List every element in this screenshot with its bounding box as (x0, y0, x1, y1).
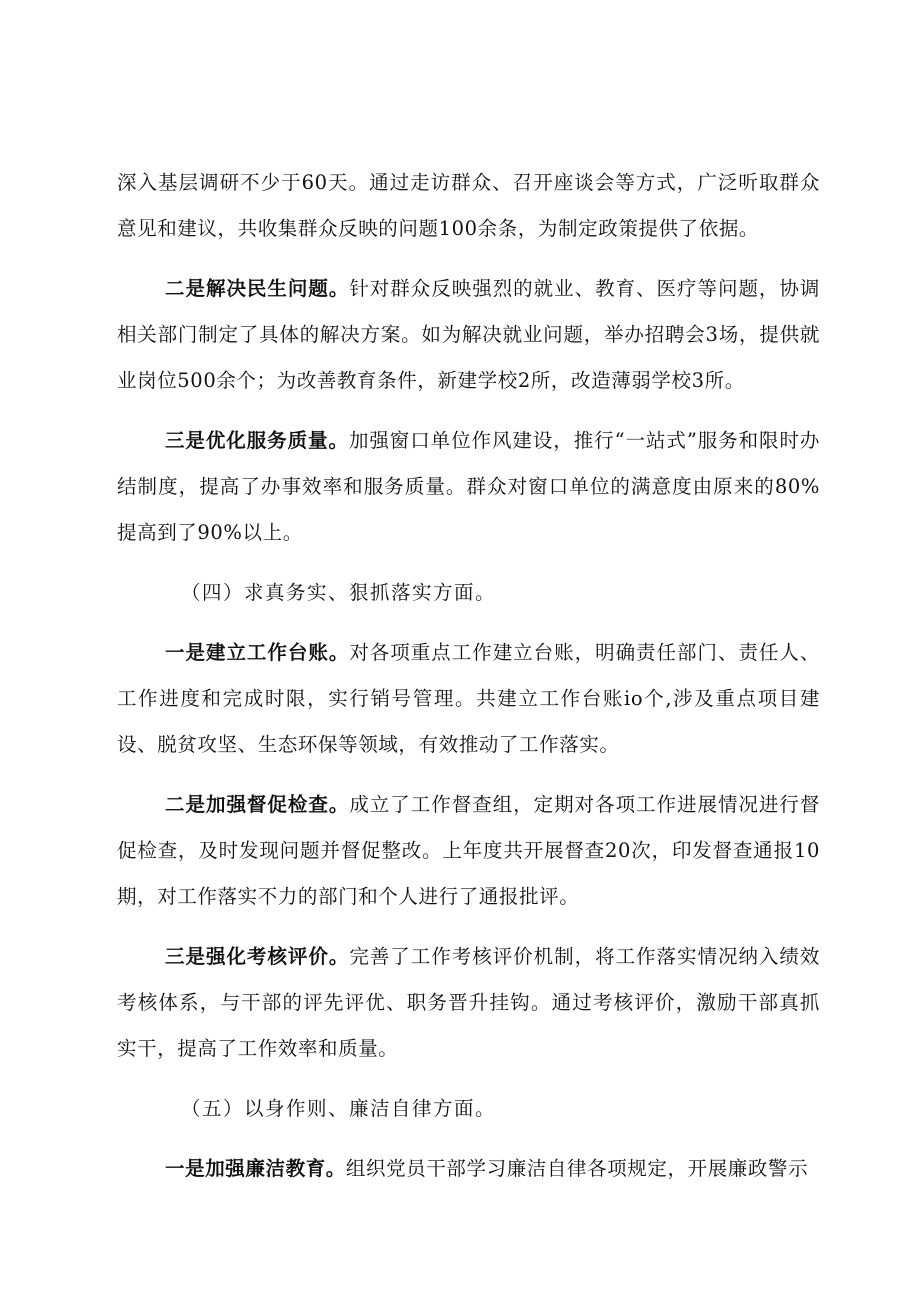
paragraph-lead: 三是强化考核评价。 (165, 945, 350, 968)
paragraph-text: 组织党员干部学习廉洁自律各项规定，开展廉政警示 (345, 1157, 809, 1180)
paragraph-text: 对各项重点工作建立台账，明确责任部门、责任人、工作进度和完成时限，实行销号管理。共建立工作台账io个,涉及重点项目建设、脱贫攻坚、生态环保等领域，有效推动了工作落实。 (117, 641, 820, 756)
paragraph-text: 成立了工作督查组，定期对各项工作进展情况进行督促检查，及时发现问题并督促整改。上年度共开展督查20次，印发督查通报10期，对工作落实不力的部门和个人进行了通报批评。 (117, 793, 820, 908)
paragraph-integrity-education (117, 1146, 820, 1192)
paragraph-lead: 二是解决民生问题。 (165, 277, 350, 300)
paragraph-lead: 二是加强督促检查。 (165, 793, 350, 816)
document-body (117, 160, 820, 1206)
paragraph-text: 针对群众反映强烈的就业、教育、医疗等问题，协调相关部门制定了具体的解决方案。如为解决就业问题，举办招聘会3场，提供就业岗位500余个；为改善教育条件，新建学校2所，改造薄弱学校3所。 (117, 277, 820, 392)
paragraph-text: 加强窗口单位作风建设，推行“一站式”服务和限时办结制度，提高了办事效率和服务质量。群众对窗口单位的满意度由原来的80%提高到了90%以上。 (117, 429, 821, 544)
paragraph-research-continuation (117, 160, 820, 252)
paragraph-text: 完善了工作考核评价机制，将工作落实情况纳入绩效考核体系，与干部的评先评优、职务晋升挂钩。通过考核评价，激励干部真抓实干，提高了工作效率和质量。 (117, 945, 820, 1060)
paragraph-service-quality (117, 418, 820, 556)
paragraph-text: 深入基层调研不少于60天。通过走访群众、召开座谈会等方式，广泛听取群众意见和建议，共收集群众反映的问题100余条，为制定政策提供了依据。 (117, 171, 820, 240)
section-heading-4 (117, 570, 820, 616)
paragraph-work-ledger (117, 630, 820, 768)
paragraph-supervision (117, 782, 820, 920)
paragraph-lead: 一是建立工作台账。 (165, 641, 350, 664)
paragraph-lead: 一是加强廉洁教育。 (165, 1157, 346, 1180)
paragraph-livelihood (117, 266, 820, 404)
section-heading-5 (117, 1086, 820, 1132)
paragraph-lead: 三是优化服务质量。 (165, 429, 349, 452)
heading-text: （四）求真务实、狠抓落实方面。 (181, 581, 497, 604)
heading-text: （五）以身作则、廉洁自律方面。 (181, 1097, 497, 1120)
paragraph-assessment (117, 934, 820, 1072)
